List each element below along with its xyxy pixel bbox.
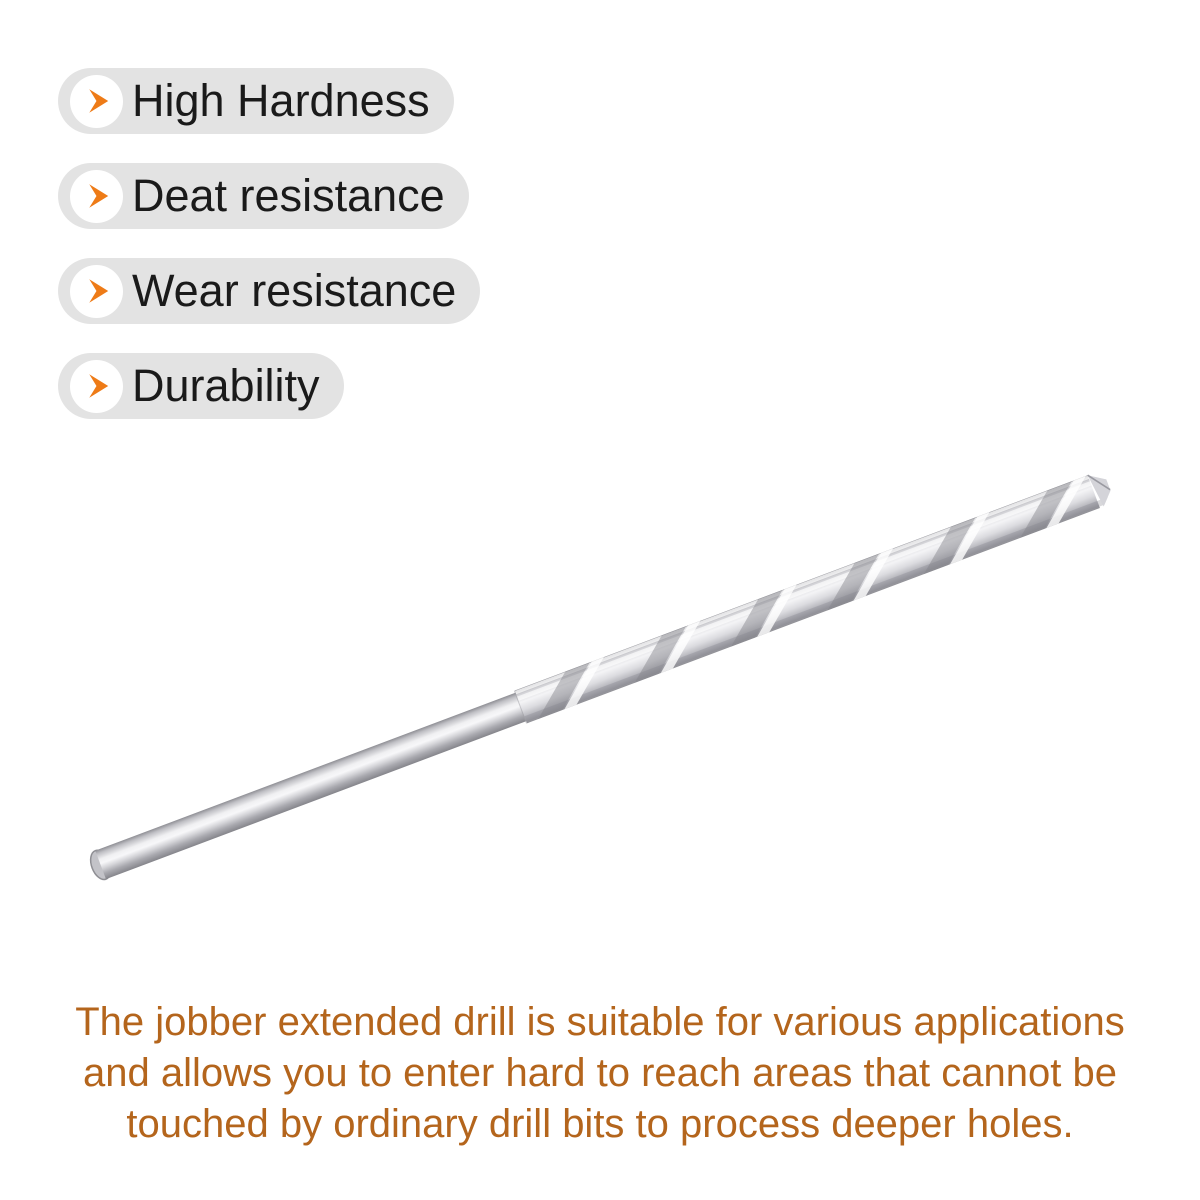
feature-label: Wear resistance <box>132 265 457 316</box>
description-line: touched by ordinary drill bits to process deeper holes. <box>126 1102 1074 1146</box>
feature-label: High Hardness <box>132 75 430 126</box>
description-line: and allows you to enter hard to reach areas that cannot be <box>82 1051 1117 1095</box>
product-description <box>0 997 1200 1150</box>
feature-label: Durability <box>132 360 320 411</box>
description-line: The jobber extended drill is suitable for various applications <box>75 1000 1125 1044</box>
feature-label: Deat resistance <box>132 170 445 221</box>
